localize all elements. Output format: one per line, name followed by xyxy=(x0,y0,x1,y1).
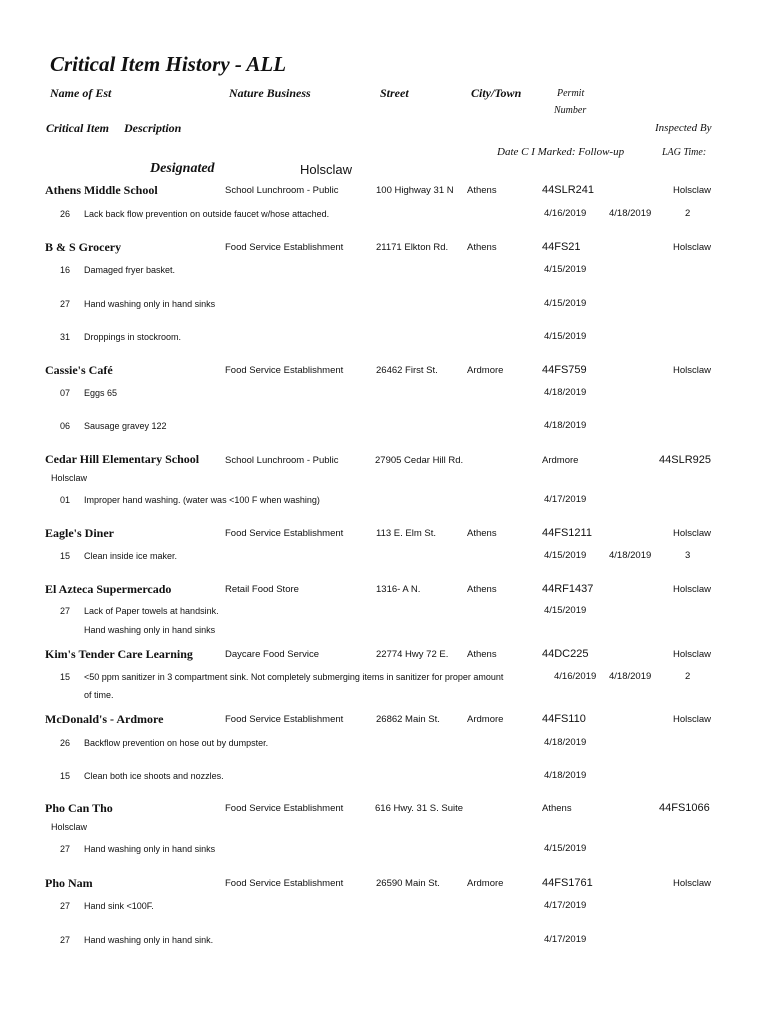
item-code: 26 xyxy=(60,738,71,748)
establishment-name: Athens Middle School xyxy=(45,183,158,197)
establishment-city: Ardmore xyxy=(467,878,504,889)
establishment-permit: 44RF1437 xyxy=(542,583,594,595)
item-lag-time: 2 xyxy=(685,671,691,682)
item-date-marked: 4/18/2019 xyxy=(544,387,587,398)
item-lag-time: 3 xyxy=(685,550,691,561)
header-nature-business: Nature Business xyxy=(229,86,311,100)
establishment-name: Cassie's Café xyxy=(45,363,113,377)
item-description: Damaged fryer basket. xyxy=(84,265,176,275)
header-description: Description xyxy=(124,121,182,135)
item-description: Eggs 65 xyxy=(84,388,118,398)
item-date-marked: 4/15/2019 xyxy=(544,605,587,616)
item-description: Hand sink <100F. xyxy=(84,901,154,911)
establishment-nature: Food Service Establishment xyxy=(225,878,344,889)
item-description: Droppings in stockroom. xyxy=(84,332,182,342)
establishment-permit: 44FS1066 xyxy=(659,802,710,814)
establishment-name: Pho Nam xyxy=(45,876,93,890)
establishment-street: 26462 First St. xyxy=(376,365,438,376)
establishment-inspector: Holsclaw xyxy=(673,878,712,889)
item-date-marked: 4/17/2019 xyxy=(544,900,587,911)
establishment-name: Pho Can Tho xyxy=(45,801,113,815)
item-date-marked: 4/17/2019 xyxy=(544,934,587,945)
item-description: Hand washing only in hand sink. xyxy=(84,935,214,945)
item-description: Clean both ice shoots and nozzles. xyxy=(84,771,224,781)
item-description: Backflow prevention on hose out by dumpster. xyxy=(84,738,269,748)
item-code: 01 xyxy=(60,495,71,505)
item-description: Lack of Paper towels at handsink. xyxy=(84,606,219,616)
establishment-street: 100 Highway 31 N xyxy=(376,185,454,196)
item-code: 27 xyxy=(60,606,71,616)
item-follow-up: 4/18/2019 xyxy=(609,550,652,561)
establishment-nature: Food Service Establishment xyxy=(225,528,344,539)
establishment-inspector: Holsclaw xyxy=(673,365,712,376)
item-date-marked: 4/15/2019 xyxy=(544,264,587,275)
item-follow-up: 4/18/2019 xyxy=(609,208,652,219)
establishment-inspector: Holsclaw xyxy=(673,714,712,725)
establishment-inspector: Holsclaw xyxy=(673,584,712,595)
item-code: 27 xyxy=(60,299,71,309)
item-code: 26 xyxy=(60,209,71,219)
establishment-street: 26590 Main St. xyxy=(376,878,440,889)
header-date-ci-marked: Date C I Marked: Follow-up xyxy=(497,146,625,158)
item-code: 07 xyxy=(60,388,71,398)
establishment-name: McDonald's - Ardmore xyxy=(45,712,164,726)
establishment-inspector: Holsclaw xyxy=(673,649,712,660)
item-code: 06 xyxy=(60,421,71,431)
header-inspected-by: Inspected By xyxy=(655,122,712,134)
item-description: Improper hand washing. (water was <100 F when washing) xyxy=(84,495,320,505)
establishment-nature: School Lunchroom - Public xyxy=(225,185,339,196)
establishment-city: Athens xyxy=(467,649,497,660)
header-city-town: City/Town xyxy=(471,86,522,100)
establishment-inspector: Holsclaw xyxy=(51,473,88,483)
header-lag-time: LAG Time: xyxy=(662,147,707,158)
establishment-nature: Food Service Establishment xyxy=(225,803,344,814)
item-date-marked: 4/18/2019 xyxy=(544,770,587,781)
item-description-continued: of time. xyxy=(84,690,114,700)
item-date-marked: 4/16/2019 xyxy=(554,671,597,682)
item-date-marked: 4/15/2019 xyxy=(544,550,587,561)
establishment-permit: 44FS21 xyxy=(542,241,581,253)
item-code: 27 xyxy=(60,901,71,911)
establishment-nature: Retail Food Store xyxy=(225,584,299,595)
establishment-street: 616 Hwy. 31 S. Suite xyxy=(375,803,464,814)
item-follow-up: 4/18/2019 xyxy=(609,671,652,682)
item-date-marked: 4/15/2019 xyxy=(544,843,587,854)
establishment-city: Athens xyxy=(467,185,497,196)
establishment-nature: Food Service Establishment xyxy=(225,365,344,376)
establishment-city: Ardmore xyxy=(542,455,579,466)
item-code: 16 xyxy=(60,265,71,275)
item-description: Clean inside ice maker. xyxy=(84,551,178,561)
establishment-city: Athens xyxy=(467,528,497,539)
establishment-city: Ardmore xyxy=(467,714,504,725)
header-permit: Permit xyxy=(557,88,585,99)
establishment-street: 26862 Main St. xyxy=(376,714,440,725)
establishment-permit: 44FS110 xyxy=(542,713,586,725)
establishment-nature: School Lunchroom - Public xyxy=(225,455,339,466)
establishment-permit: 44SLR241 xyxy=(542,184,594,196)
item-description: <50 ppm sanitizer in 3 compartment sink. Not completely submerging items in sanitizer for proper amount xyxy=(84,672,504,682)
header-critical-item: Critical Item xyxy=(46,121,109,135)
item-code: 15 xyxy=(60,771,71,781)
header-street: Street xyxy=(380,86,409,100)
item-description: Lack back flow prevention on outside faucet w/hose attached. xyxy=(84,209,330,219)
header-number: Number xyxy=(554,105,587,116)
establishment-inspector: Holsclaw xyxy=(673,185,712,196)
establishment-permit: 44FS759 xyxy=(542,364,587,376)
item-description: Sausage gravey 122 xyxy=(84,421,167,431)
establishment-permit: 44FS1211 xyxy=(542,527,592,539)
establishment-permit: 44SLR925 xyxy=(659,454,711,466)
item-description-continued: Hand washing only in hand sinks xyxy=(84,625,216,635)
establishment-name: El Azteca Supermercado xyxy=(45,582,172,596)
establishment-street: 21171 Elkton Rd. xyxy=(376,242,449,253)
establishment-city: Athens xyxy=(467,584,497,595)
item-code: 15 xyxy=(60,672,71,682)
header-name-of-est: Name of Est xyxy=(50,86,112,100)
establishment-name: Eagle's Diner xyxy=(45,526,114,540)
establishment-street: 27905 Cedar Hill Rd. xyxy=(375,455,464,466)
item-date-marked: 4/15/2019 xyxy=(544,331,587,342)
item-date-marked: 4/17/2019 xyxy=(544,494,587,505)
designated-inspector: Holsclaw xyxy=(300,162,353,177)
establishment-city: Ardmore xyxy=(467,365,504,376)
establishment-inspector: Holsclaw xyxy=(51,822,88,832)
establishment-inspector: Holsclaw xyxy=(673,242,712,253)
establishment-inspector: Holsclaw xyxy=(673,528,712,539)
establishment-city: Athens xyxy=(467,242,497,253)
establishment-name: B & S Grocery xyxy=(45,240,122,254)
item-code: 27 xyxy=(60,935,71,945)
establishment-street: 22774 Hwy 72 E. xyxy=(376,649,449,660)
designated-label: Designated xyxy=(150,161,215,176)
establishment-nature: Food Service Establishment xyxy=(225,714,344,725)
item-description: Hand washing only in hand sinks xyxy=(84,844,216,854)
establishment-street: 1316- A N. xyxy=(376,584,421,595)
item-date-marked: 4/18/2019 xyxy=(544,420,587,431)
item-lag-time: 2 xyxy=(685,208,691,219)
item-date-marked: 4/16/2019 xyxy=(544,208,587,219)
item-code: 31 xyxy=(60,332,71,342)
establishment-name: Kim's Tender Care Learning xyxy=(45,647,193,661)
item-description: Hand washing only in hand sinks xyxy=(84,299,216,309)
report-title: Critical Item History - ALL xyxy=(50,52,287,76)
item-code: 27 xyxy=(60,844,71,854)
establishment-permit: 44DC225 xyxy=(542,648,589,660)
item-code: 15 xyxy=(60,551,71,561)
item-date-marked: 4/15/2019 xyxy=(544,298,587,309)
establishment-nature: Food Service Establishment xyxy=(225,242,344,253)
establishment-permit: 44FS1761 xyxy=(542,877,593,889)
establishment-city: Athens xyxy=(542,803,572,814)
establishment-street: 113 E. Elm St. xyxy=(376,528,437,539)
item-date-marked: 4/18/2019 xyxy=(544,737,587,748)
establishment-name: Cedar Hill Elementary School xyxy=(45,452,200,466)
establishment-nature: Daycare Food Service xyxy=(225,649,319,660)
